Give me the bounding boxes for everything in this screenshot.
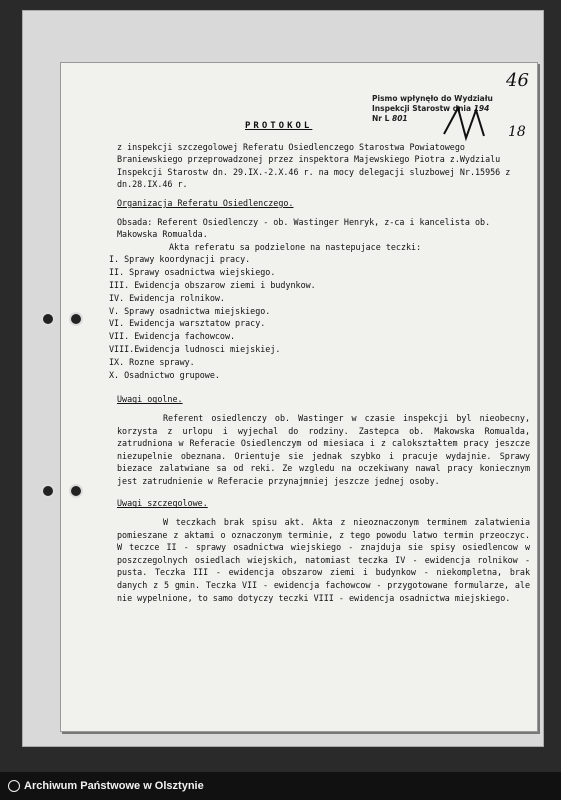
- list-item: III. Ewidencja obszarow ziemi i budynkow.: [109, 279, 316, 290]
- files-list: [105, 253, 530, 381]
- stamp-line: Inspekcji Starostw dnia 194: [372, 104, 490, 113]
- document-body: [105, 120, 530, 604]
- list-item: V. Sprawy osadnictwa miejskiego.: [109, 305, 271, 316]
- list-item: X. Osadnictwo grupowe.: [109, 369, 220, 380]
- punch-hole: [69, 484, 83, 498]
- stamp-line: Pismo wpłynęło do Wydziału: [372, 94, 493, 103]
- handwritten-page-number: 18: [508, 124, 526, 140]
- detailed-remarks: W teczkach brak spisu akt. Akta z nieoznaczonym terminem zalatwienia pomieszane z aktami o oznaczonym terminie, z tego powodu latwo termin przeoczyc. W teczce II - sprawy osadnictwa wiejskiego - znajduja sie spisy osiedlencow w poszczegolnych osiedlach wiejskich, natomiast teczka IV - ewidencja rolnikow - pusta. Teczka III - ewidencja obszarow ziemi i budynkow - niekompletna, brak danych z 5 gmin. Teczka VII - ewidencja fachowcow - przygotowane formularze, ale nie wypelnione, to samo dotyczy teczki VIII - ewidencja osadnictwa miejskiego.: [117, 517, 530, 603]
- handwritten-mark: 46: [506, 70, 529, 91]
- archive-name: Archiwum Państwowe w Olsztynie: [24, 780, 204, 792]
- list-item: IV. Ewidencja rolnikow.: [109, 292, 225, 303]
- section-heading-detail: Uwagi szczegolowe.: [117, 498, 208, 509]
- punch-hole: [41, 312, 55, 326]
- list-item: IX. Rozne sprawy.: [109, 356, 195, 367]
- list-item: VI. Ewidencja warsztatow pracy.: [109, 318, 266, 329]
- section-heading-general: Uwagi ogolne.: [117, 394, 183, 405]
- files-intro: Akta referatu sa podzielone na nastepujace teczki:: [169, 241, 422, 252]
- document-title: PROTOKOL: [245, 121, 313, 131]
- general-remarks: Referent osiedlenczy ob. Wastinger w czasie inspekcji byl nieobecny, korzysta z urlopu i wyjechal do rodziny. Zastepca ob. Makowska Romualda, zatrudniona w Referacie Osiedlenczym od miesiaca i z calokształtem pracy jeszcze niezupelnie obeznana. Orientuje sie jednak szybko i pracuje wydajnie. Sprawy biezace zalatwiane sa od reki. Ze wzgledu na oczekiwany nawal pracy koniecznym jest zatrudnienie w Referacie przynajmniej jeszcze jednej osoby.: [117, 412, 530, 486]
- list-item: I. Sprawy koordynacji pracy.: [109, 254, 251, 265]
- stamp-line: Nr L 801: [372, 114, 408, 123]
- list-item: VII. Ewidencja fachowcow.: [109, 331, 236, 342]
- archive-seal-icon: [8, 780, 20, 792]
- list-item: II. Sprawy osadnictwa wiejskiego.: [109, 267, 276, 278]
- intro-paragraph: z inspekcji szczegolowej Referatu Osiedlenczego Starostwa Powiatowego Braniewskiego przeprowadzonej przez inspektora Majewskiego Piotra z.Wydzialu Inspekcji Starostw dn. 29.IX.-2.X.46 r. na mocy delegacji sluzbowej Nr.15956 z dn.28.IX.46 r.: [117, 141, 511, 190]
- staff-paragraph: Obsada: Referent Osiedlenczy - ob. Wastinger Henryk, z-ca i kancelista ob. Makowska Romualda.: [117, 216, 491, 240]
- section-heading-organization: Organizacja Referatu Osiedlenczego.: [117, 197, 294, 208]
- list-item: VIII.Ewidencja ludnosci miejskiej.: [109, 343, 281, 354]
- punch-hole: [69, 312, 83, 326]
- punch-hole: [41, 484, 55, 498]
- archive-footer: [0, 772, 561, 800]
